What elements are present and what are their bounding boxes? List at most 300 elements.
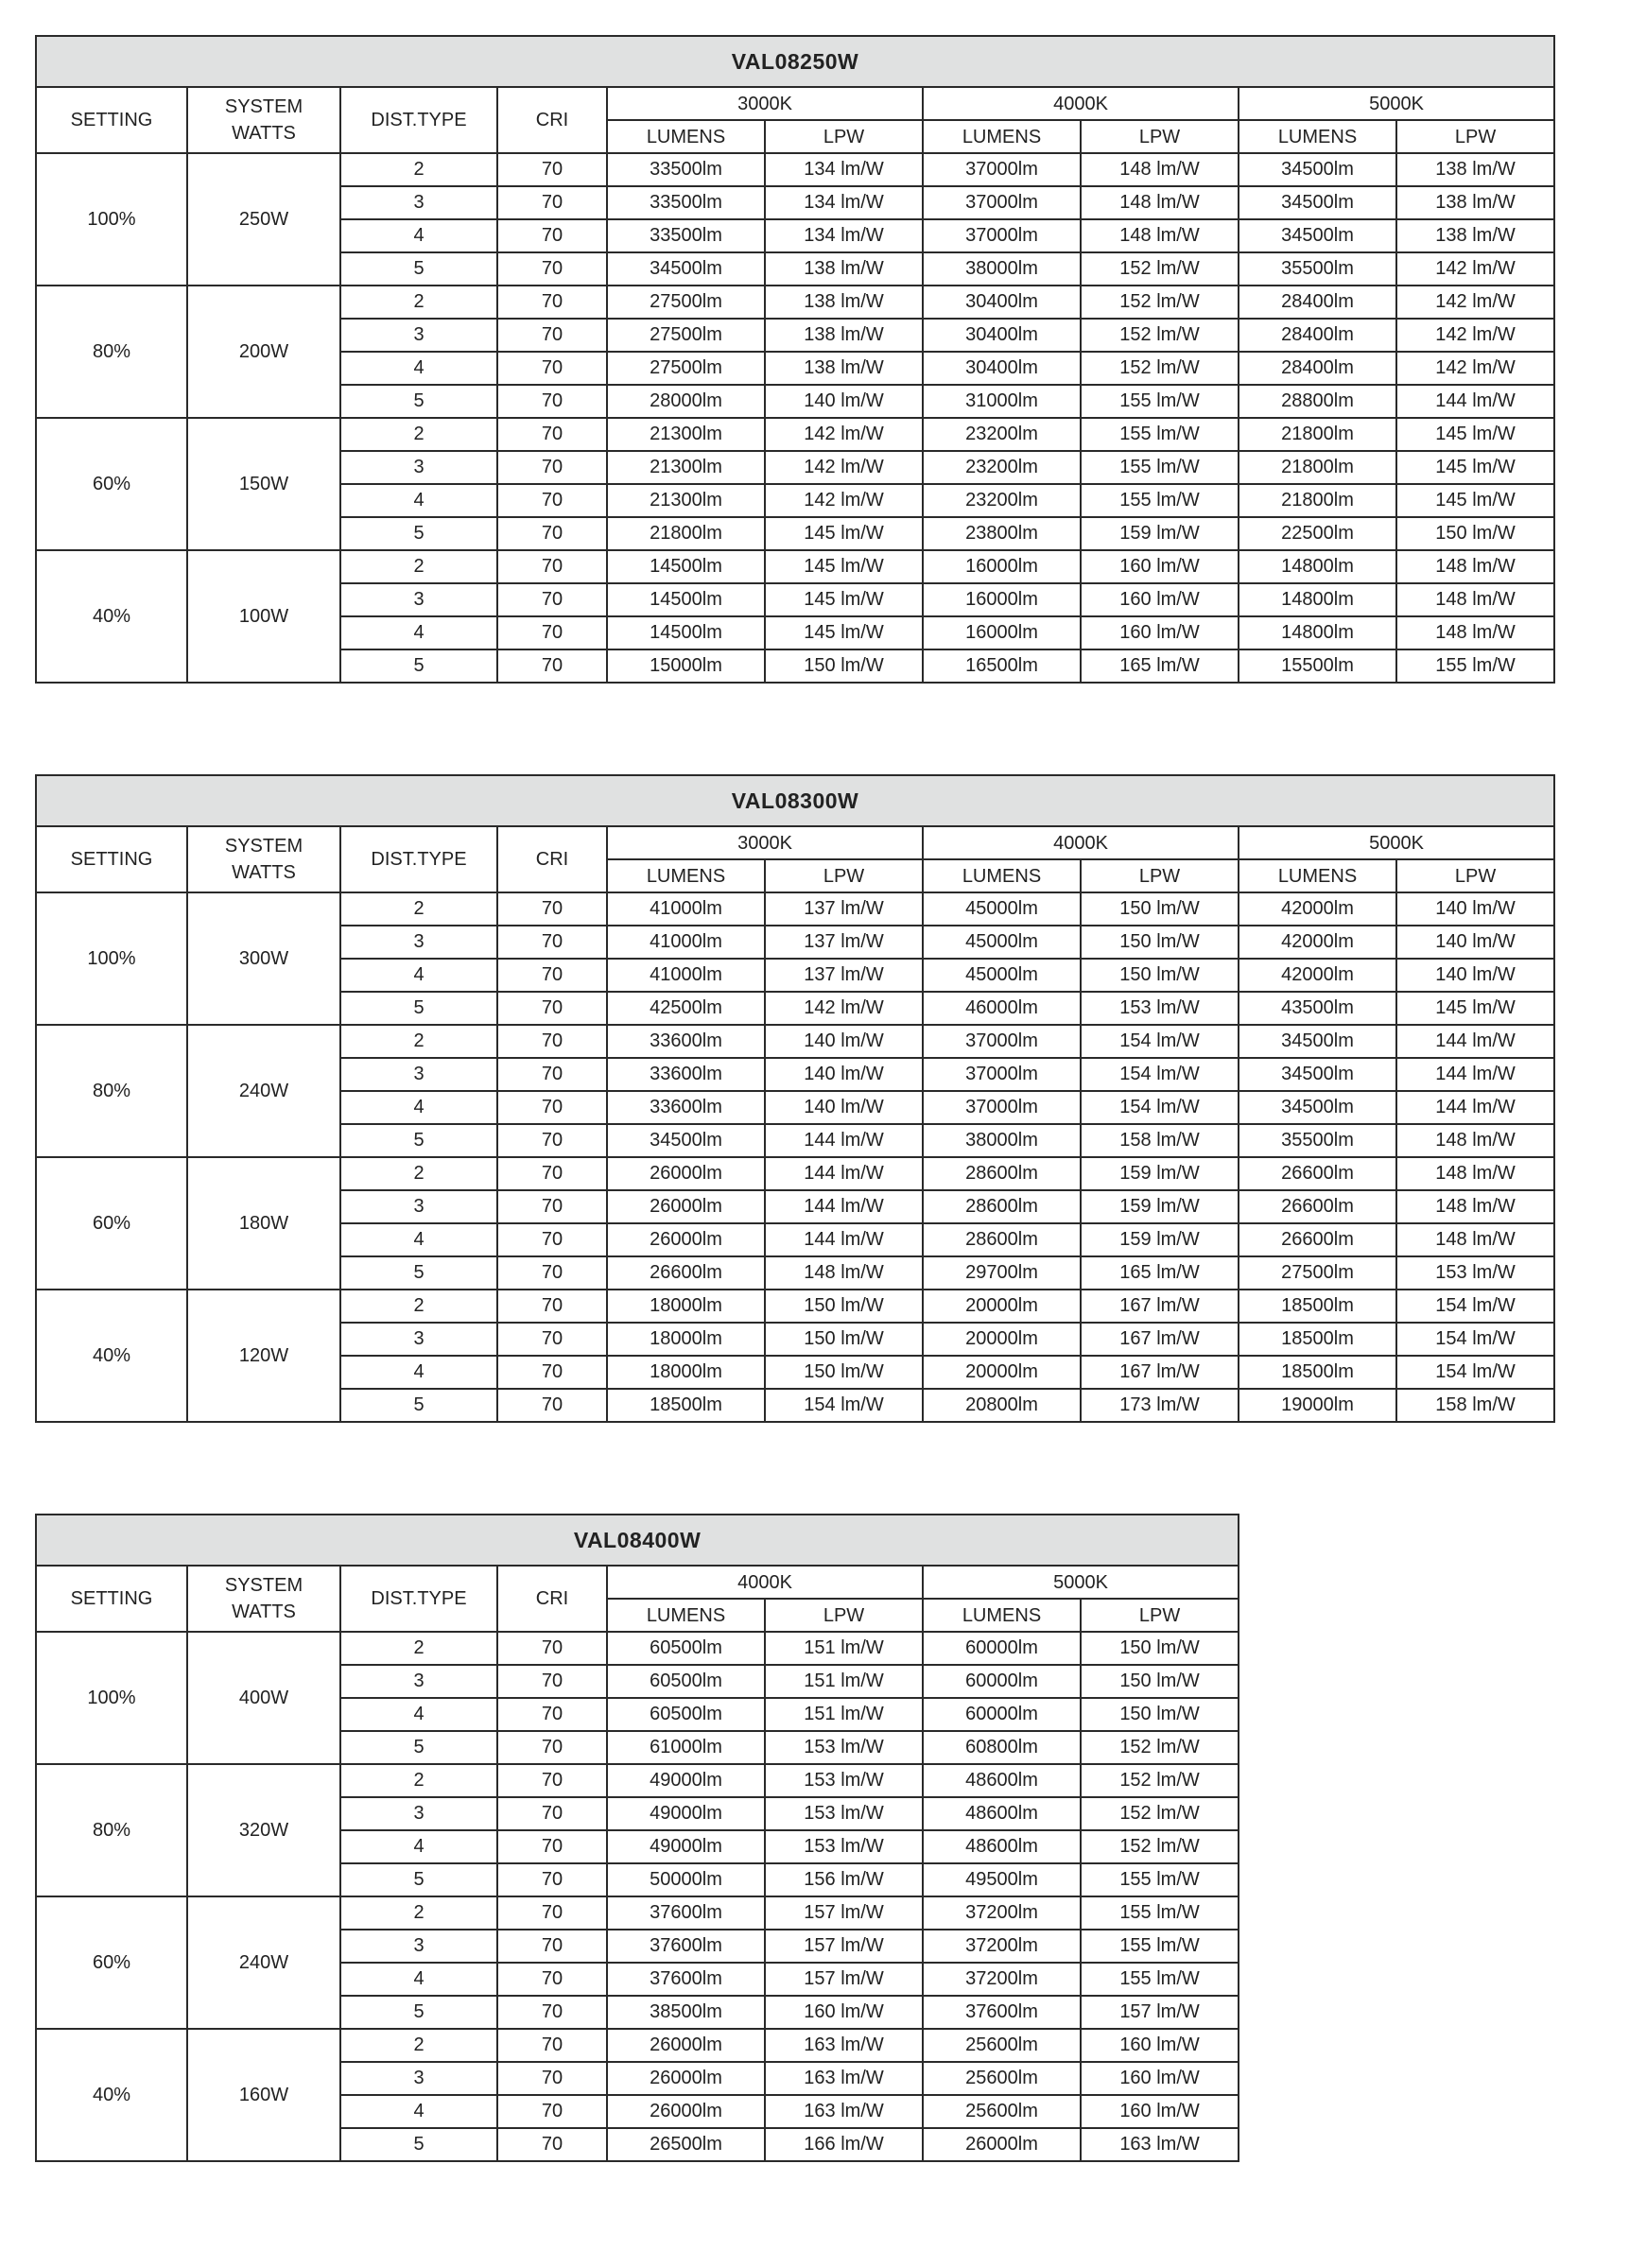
header-dist-type: DIST.TYPE — [340, 87, 497, 153]
lumens-cell: 22500lm — [1239, 517, 1396, 550]
dist-type-cell: 2 — [340, 2029, 497, 2062]
dist-type-cell: 2 — [340, 1896, 497, 1930]
cri-cell: 70 — [497, 1058, 607, 1091]
header-cct: 5000K — [1239, 87, 1554, 120]
cri-cell: 70 — [497, 992, 607, 1025]
system-watts-cell: 200W — [187, 286, 340, 418]
dist-type-cell: 2 — [340, 1025, 497, 1058]
lpw-cell: 157 lm/W — [765, 1963, 923, 1996]
lpw-cell: 155 lm/W — [1081, 1930, 1239, 1963]
cri-cell: 70 — [497, 1963, 607, 1996]
table-title: VAL08300W — [36, 775, 1554, 826]
header-lumens: LUMENS — [1239, 859, 1396, 892]
dist-type-cell: 2 — [340, 1290, 497, 1323]
header-cct: 4000K — [607, 1566, 923, 1599]
lumens-cell: 18500lm — [607, 1389, 765, 1422]
lpw-cell: 148 lm/W — [1081, 219, 1239, 252]
lumens-cell: 14800lm — [1239, 616, 1396, 649]
lumens-cell: 26000lm — [607, 1190, 765, 1223]
lpw-cell: 163 lm/W — [765, 2029, 923, 2062]
lumens-cell: 37000lm — [923, 153, 1081, 186]
lumens-cell: 26000lm — [607, 1223, 765, 1256]
cri-cell: 70 — [497, 1698, 607, 1731]
lpw-cell: 159 lm/W — [1081, 1190, 1239, 1223]
dist-type-cell: 4 — [340, 219, 497, 252]
lpw-cell: 137 lm/W — [765, 892, 923, 926]
lumens-cell: 21800lm — [1239, 451, 1396, 484]
lumens-cell: 37000lm — [923, 1025, 1081, 1058]
header-lpw: LPW — [1081, 859, 1239, 892]
lumens-cell: 37600lm — [607, 1930, 765, 1963]
lumens-cell: 37000lm — [923, 1091, 1081, 1124]
cri-cell: 70 — [497, 1930, 607, 1963]
dist-type-cell: 4 — [340, 616, 497, 649]
lpw-cell: 145 lm/W — [765, 550, 923, 583]
lumens-cell: 34500lm — [1239, 1058, 1396, 1091]
lumens-cell: 60500lm — [607, 1665, 765, 1698]
lpw-cell: 148 lm/W — [1081, 186, 1239, 219]
lpw-cell: 145 lm/W — [765, 616, 923, 649]
lpw-cell: 138 lm/W — [1396, 153, 1554, 186]
cri-cell: 70 — [497, 286, 607, 319]
cri-cell: 70 — [497, 892, 607, 926]
lumens-cell: 35500lm — [1239, 252, 1396, 286]
lpw-cell: 140 lm/W — [765, 1091, 923, 1124]
lpw-cell: 144 lm/W — [765, 1190, 923, 1223]
header-lumens: LUMENS — [923, 1599, 1081, 1632]
lumens-cell: 14500lm — [607, 616, 765, 649]
table-row — [36, 1896, 1239, 1930]
lpw-cell: 140 lm/W — [1396, 926, 1554, 959]
lumens-cell: 45000lm — [923, 926, 1081, 959]
lpw-cell: 150 lm/W — [1081, 959, 1239, 992]
lpw-cell: 160 lm/W — [1081, 2029, 1239, 2062]
lumens-cell: 21800lm — [1239, 484, 1396, 517]
dist-type-cell: 3 — [340, 2062, 497, 2095]
lumens-cell: 26600lm — [1239, 1223, 1396, 1256]
lumens-cell: 49000lm — [607, 1797, 765, 1830]
lumens-cell: 14500lm — [607, 583, 765, 616]
table-row — [36, 418, 1554, 451]
setting-cell: 100% — [36, 153, 187, 286]
lpw-cell: 150 lm/W — [765, 1356, 923, 1389]
lumens-cell: 26500lm — [607, 2128, 765, 2161]
lumens-cell: 31000lm — [923, 385, 1081, 418]
cri-cell: 70 — [497, 1797, 607, 1830]
cri-cell: 70 — [497, 1830, 607, 1863]
lpw-cell: 167 lm/W — [1081, 1290, 1239, 1323]
lpw-cell: 148 lm/W — [765, 1256, 923, 1290]
table-row — [36, 2029, 1239, 2062]
dist-type-cell: 3 — [340, 583, 497, 616]
lumens-cell: 60500lm — [607, 1632, 765, 1665]
dist-type-cell: 3 — [340, 1058, 497, 1091]
lpw-cell: 137 lm/W — [765, 959, 923, 992]
lpw-cell: 156 lm/W — [765, 1863, 923, 1896]
lpw-cell: 142 lm/W — [1396, 319, 1554, 352]
lpw-cell: 158 lm/W — [1396, 1389, 1554, 1422]
dist-type-cell: 2 — [340, 1764, 497, 1797]
lpw-cell: 138 lm/W — [765, 252, 923, 286]
lpw-cell: 144 lm/W — [765, 1157, 923, 1190]
lpw-cell: 154 lm/W — [1396, 1290, 1554, 1323]
dist-type-cell: 4 — [340, 1223, 497, 1256]
lumens-cell: 16000lm — [923, 616, 1081, 649]
lumens-cell: 42000lm — [1239, 926, 1396, 959]
dist-type-cell: 4 — [340, 352, 497, 385]
dist-type-cell: 4 — [340, 1830, 497, 1863]
lumens-cell: 16500lm — [923, 649, 1081, 683]
header-cct: 4000K — [923, 826, 1239, 859]
lumens-cell: 46000lm — [923, 992, 1081, 1025]
setting-cell: 40% — [36, 2029, 187, 2161]
system-watts-cell: 300W — [187, 892, 340, 1025]
cri-cell: 70 — [497, 153, 607, 186]
lumens-cell: 26000lm — [607, 2029, 765, 2062]
cri-cell: 70 — [497, 649, 607, 683]
table-row — [36, 1632, 1239, 1665]
table-row — [36, 153, 1554, 186]
lumens-cell: 34500lm — [1239, 219, 1396, 252]
lpw-cell: 158 lm/W — [1081, 1124, 1239, 1157]
lpw-cell: 144 lm/W — [765, 1223, 923, 1256]
cri-cell: 70 — [497, 1863, 607, 1896]
lumens-cell: 37600lm — [607, 1963, 765, 1996]
cri-cell: 70 — [497, 1025, 607, 1058]
lumens-cell: 34500lm — [1239, 1091, 1396, 1124]
lpw-cell: 148 lm/W — [1396, 1124, 1554, 1157]
dist-type-cell: 2 — [340, 1157, 497, 1190]
lpw-cell: 155 lm/W — [1081, 1963, 1239, 1996]
lpw-cell: 155 lm/W — [1081, 1896, 1239, 1930]
cri-cell: 70 — [497, 1323, 607, 1356]
cri-cell: 70 — [497, 352, 607, 385]
lumens-cell: 28400lm — [1239, 352, 1396, 385]
lumens-cell: 38500lm — [607, 1996, 765, 2029]
lpw-cell: 138 lm/W — [765, 319, 923, 352]
lpw-cell: 140 lm/W — [765, 1025, 923, 1058]
system-watts-cell: 120W — [187, 1290, 340, 1422]
lumens-cell: 33600lm — [607, 1058, 765, 1091]
header-cri: CRI — [497, 826, 607, 892]
lumens-cell: 26600lm — [607, 1256, 765, 1290]
cri-cell: 70 — [497, 1996, 607, 2029]
lumens-cell: 60000lm — [923, 1665, 1081, 1698]
lumens-cell: 42000lm — [1239, 892, 1396, 926]
lumens-cell: 26000lm — [607, 2062, 765, 2095]
lumens-cell: 41000lm — [607, 959, 765, 992]
lpw-cell: 144 lm/W — [1396, 1091, 1554, 1124]
lpw-cell: 160 lm/W — [1081, 616, 1239, 649]
header-dist-type: DIST.TYPE — [340, 826, 497, 892]
lumens-cell: 23200lm — [923, 418, 1081, 451]
lpw-cell: 159 lm/W — [1081, 1157, 1239, 1190]
lumens-cell: 34500lm — [1239, 1025, 1396, 1058]
cri-cell: 70 — [497, 550, 607, 583]
lumens-cell: 20000lm — [923, 1356, 1081, 1389]
lpw-cell: 150 lm/W — [1081, 1665, 1239, 1698]
header-lpw: LPW — [1396, 859, 1554, 892]
lumens-cell: 45000lm — [923, 959, 1081, 992]
setting-cell: 60% — [36, 418, 187, 550]
lumens-cell: 28800lm — [1239, 385, 1396, 418]
title-row — [36, 1515, 1239, 1566]
dist-type-cell: 5 — [340, 1731, 497, 1764]
lpw-cell: 144 lm/W — [1396, 1025, 1554, 1058]
header-system: SYSTEM — [224, 1575, 303, 1596]
lpw-cell: 163 lm/W — [765, 2062, 923, 2095]
lumens-cell: 34500lm — [1239, 153, 1396, 186]
lumens-cell: 25600lm — [923, 2029, 1081, 2062]
cri-cell: 70 — [497, 186, 607, 219]
setting-cell: 80% — [36, 286, 187, 418]
lpw-cell: 145 lm/W — [765, 517, 923, 550]
header-lumens: LUMENS — [1239, 120, 1396, 153]
cri-cell: 70 — [497, 1764, 607, 1797]
setting-cell: 60% — [36, 1157, 187, 1290]
header-lumens: LUMENS — [607, 1599, 765, 1632]
title-row — [36, 775, 1554, 826]
cri-cell: 70 — [497, 1731, 607, 1764]
table-title: VAL08400W — [36, 1515, 1239, 1566]
lumens-cell: 28600lm — [923, 1223, 1081, 1256]
lpw-cell: 154 lm/W — [765, 1389, 923, 1422]
lpw-cell: 160 lm/W — [765, 1996, 923, 2029]
header-cct: 5000K — [923, 1566, 1239, 1599]
header-lumens: LUMENS — [923, 859, 1081, 892]
lumens-cell: 26600lm — [1239, 1157, 1396, 1190]
lumens-cell: 60000lm — [923, 1632, 1081, 1665]
lpw-cell: 137 lm/W — [765, 926, 923, 959]
lpw-cell: 145 lm/W — [1396, 451, 1554, 484]
lumens-cell: 18500lm — [1239, 1290, 1396, 1323]
header-lpw: LPW — [1081, 120, 1239, 153]
lumens-cell: 28400lm — [1239, 319, 1396, 352]
dist-type-cell: 5 — [340, 517, 497, 550]
lpw-cell: 157 lm/W — [765, 1896, 923, 1930]
lpw-cell: 140 lm/W — [765, 385, 923, 418]
cri-cell: 70 — [497, 616, 607, 649]
lumens-cell: 18500lm — [1239, 1356, 1396, 1389]
setting-cell: 100% — [36, 1632, 187, 1764]
cri-cell: 70 — [497, 1124, 607, 1157]
cri-cell: 70 — [497, 1389, 607, 1422]
cri-cell: 70 — [497, 926, 607, 959]
spec-table-val08300w — [35, 774, 1555, 1423]
lumens-cell: 33500lm — [607, 219, 765, 252]
lpw-cell: 154 lm/W — [1081, 1025, 1239, 1058]
lumens-cell: 28000lm — [607, 385, 765, 418]
header-system: SYSTEM — [224, 836, 303, 857]
lumens-cell: 33600lm — [607, 1025, 765, 1058]
lumens-cell: 45000lm — [923, 892, 1081, 926]
lpw-cell: 142 lm/W — [1396, 286, 1554, 319]
lpw-cell: 155 lm/W — [1081, 484, 1239, 517]
header-system: SYSTEM — [224, 96, 303, 117]
lpw-cell: 145 lm/W — [765, 583, 923, 616]
setting-cell: 80% — [36, 1025, 187, 1157]
lpw-cell: 154 lm/W — [1396, 1323, 1554, 1356]
lumens-cell: 37200lm — [923, 1963, 1081, 1996]
cri-cell: 70 — [497, 418, 607, 451]
dist-type-cell: 3 — [340, 1797, 497, 1830]
header-lpw: LPW — [1396, 120, 1554, 153]
lpw-cell: 152 lm/W — [1081, 1830, 1239, 1863]
lumens-cell: 18000lm — [607, 1356, 765, 1389]
lpw-cell: 151 lm/W — [765, 1665, 923, 1698]
lumens-cell: 42000lm — [1239, 959, 1396, 992]
header-row — [36, 1566, 1239, 1599]
dist-type-cell: 3 — [340, 186, 497, 219]
lumens-cell: 60800lm — [923, 1731, 1081, 1764]
lpw-cell: 152 lm/W — [1081, 1797, 1239, 1830]
lumens-cell: 30400lm — [923, 286, 1081, 319]
header-lpw: LPW — [765, 120, 923, 153]
cri-cell: 70 — [497, 1157, 607, 1190]
cri-cell: 70 — [497, 2128, 607, 2161]
lpw-cell: 142 lm/W — [1396, 352, 1554, 385]
dist-type-cell: 4 — [340, 2095, 497, 2128]
table-title: VAL08250W — [36, 36, 1554, 87]
lpw-cell: 155 lm/W — [1081, 451, 1239, 484]
lpw-cell: 148 lm/W — [1396, 1157, 1554, 1190]
lpw-cell: 155 lm/W — [1396, 649, 1554, 683]
lpw-cell: 155 lm/W — [1081, 1863, 1239, 1896]
header-dist-type: DIST.TYPE — [340, 1566, 497, 1632]
lumens-cell: 49500lm — [923, 1863, 1081, 1896]
lumens-cell: 30400lm — [923, 352, 1081, 385]
lumens-cell: 41000lm — [607, 926, 765, 959]
lumens-cell: 41000lm — [607, 892, 765, 926]
lpw-cell: 152 lm/W — [1081, 252, 1239, 286]
lumens-cell: 37000lm — [923, 1058, 1081, 1091]
system-watts-cell: 180W — [187, 1157, 340, 1290]
dist-type-cell: 3 — [340, 1930, 497, 1963]
header-system-watts — [187, 87, 340, 153]
dist-type-cell: 4 — [340, 959, 497, 992]
dist-type-cell: 5 — [340, 1256, 497, 1290]
lumens-cell: 21800lm — [607, 517, 765, 550]
lumens-cell: 42500lm — [607, 992, 765, 1025]
setting-cell: 40% — [36, 550, 187, 683]
lumens-cell: 48600lm — [923, 1830, 1081, 1863]
lpw-cell: 163 lm/W — [765, 2095, 923, 2128]
lumens-cell: 16000lm — [923, 550, 1081, 583]
lumens-cell: 21800lm — [1239, 418, 1396, 451]
header-cct: 3000K — [607, 87, 923, 120]
lpw-cell: 154 lm/W — [1081, 1058, 1239, 1091]
lumens-cell: 23800lm — [923, 517, 1081, 550]
lpw-cell: 160 lm/W — [1081, 2095, 1239, 2128]
lpw-cell: 152 lm/W — [1081, 1764, 1239, 1797]
lpw-cell: 167 lm/W — [1081, 1323, 1239, 1356]
cri-cell: 70 — [497, 1223, 607, 1256]
lumens-cell: 28400lm — [1239, 286, 1396, 319]
lumens-cell: 20000lm — [923, 1323, 1081, 1356]
dist-type-cell: 3 — [340, 319, 497, 352]
dist-type-cell: 5 — [340, 1996, 497, 2029]
lpw-cell: 154 lm/W — [1396, 1356, 1554, 1389]
lumens-cell: 60500lm — [607, 1698, 765, 1731]
dist-type-cell: 2 — [340, 153, 497, 186]
lumens-cell: 34500lm — [1239, 186, 1396, 219]
lumens-cell: 38000lm — [923, 1124, 1081, 1157]
system-watts-cell: 150W — [187, 418, 340, 550]
lumens-cell: 18500lm — [1239, 1323, 1396, 1356]
lumens-cell: 14500lm — [607, 550, 765, 583]
lumens-cell: 28600lm — [923, 1190, 1081, 1223]
lpw-cell: 152 lm/W — [1081, 1731, 1239, 1764]
lumens-cell: 34500lm — [607, 1124, 765, 1157]
lumens-cell: 15500lm — [1239, 649, 1396, 683]
cri-cell: 70 — [497, 1091, 607, 1124]
header-setting: SETTING — [36, 826, 187, 892]
lpw-cell: 145 lm/W — [1396, 992, 1554, 1025]
lpw-cell: 166 lm/W — [765, 2128, 923, 2161]
lpw-cell: 151 lm/W — [765, 1698, 923, 1731]
cri-cell: 70 — [497, 959, 607, 992]
setting-cell: 40% — [36, 1290, 187, 1422]
lpw-cell: 150 lm/W — [765, 1290, 923, 1323]
header-cri: CRI — [497, 1566, 607, 1632]
lpw-cell: 148 lm/W — [1081, 153, 1239, 186]
lumens-cell: 15000lm — [607, 649, 765, 683]
header-system-watts — [187, 826, 340, 892]
spec-table-val08400w — [35, 1514, 1239, 2162]
lpw-cell: 150 lm/W — [1081, 1632, 1239, 1665]
lumens-cell: 18000lm — [607, 1323, 765, 1356]
dist-type-cell: 5 — [340, 385, 497, 418]
lumens-cell: 16000lm — [923, 583, 1081, 616]
lumens-cell: 27500lm — [607, 286, 765, 319]
lpw-cell: 167 lm/W — [1081, 1356, 1239, 1389]
lumens-cell: 28600lm — [923, 1157, 1081, 1190]
dist-type-cell: 5 — [340, 252, 497, 286]
header-lpw: LPW — [1081, 1599, 1239, 1632]
lpw-cell: 160 lm/W — [1081, 583, 1239, 616]
cri-cell: 70 — [497, 319, 607, 352]
lumens-cell: 48600lm — [923, 1764, 1081, 1797]
lpw-cell: 153 lm/W — [1396, 1256, 1554, 1290]
lpw-cell: 153 lm/W — [765, 1764, 923, 1797]
cri-cell: 70 — [497, 219, 607, 252]
lpw-cell: 138 lm/W — [1396, 186, 1554, 219]
setting-cell: 80% — [36, 1764, 187, 1896]
table-row — [36, 1764, 1239, 1797]
lumens-cell: 37200lm — [923, 1896, 1081, 1930]
lumens-cell: 26000lm — [607, 2095, 765, 2128]
dist-type-cell: 5 — [340, 2128, 497, 2161]
lpw-cell: 145 lm/W — [1396, 484, 1554, 517]
dist-type-cell: 4 — [340, 1356, 497, 1389]
header-setting: SETTING — [36, 87, 187, 153]
table-row — [36, 1290, 1554, 1323]
lumens-cell: 14800lm — [1239, 550, 1396, 583]
cri-cell: 70 — [497, 1290, 607, 1323]
lumens-cell: 48600lm — [923, 1797, 1081, 1830]
header-lpw: LPW — [765, 859, 923, 892]
cri-cell: 70 — [497, 2062, 607, 2095]
lpw-cell: 153 lm/W — [765, 1731, 923, 1764]
cri-cell: 70 — [497, 2029, 607, 2062]
dist-type-cell: 4 — [340, 1963, 497, 1996]
dist-type-cell: 2 — [340, 1632, 497, 1665]
lumens-cell: 25600lm — [923, 2095, 1081, 2128]
lpw-cell: 153 lm/W — [765, 1797, 923, 1830]
lpw-cell: 138 lm/W — [765, 352, 923, 385]
lumens-cell: 19000lm — [1239, 1389, 1396, 1422]
lpw-cell: 153 lm/W — [1081, 992, 1239, 1025]
